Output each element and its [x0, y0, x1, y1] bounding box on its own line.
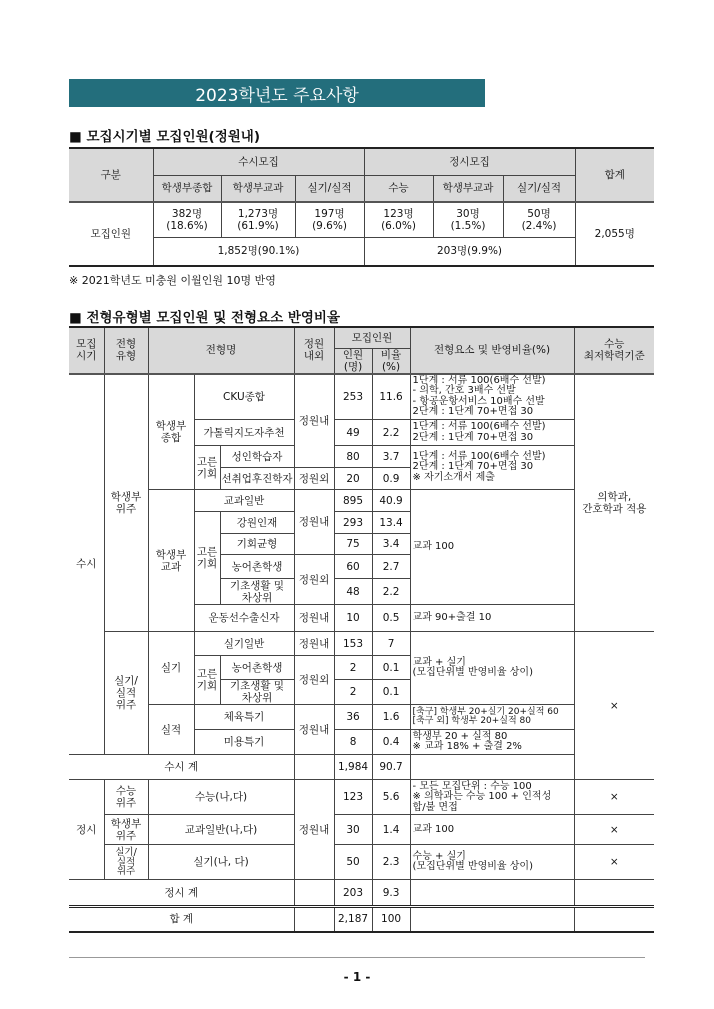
header-sub: 수능 [364, 175, 433, 202]
ratio: 2.3 [372, 845, 410, 880]
group-practical: 실기 [148, 632, 194, 705]
cell-value: 1,273명 (61.9%) [221, 202, 295, 237]
count: 75 [334, 534, 372, 555]
count: 293 [334, 512, 372, 534]
admission-name: 기회균형 [220, 534, 294, 555]
admission-name: 수능(나,다) [148, 780, 294, 815]
susi-total-label: 수시 계 [69, 755, 294, 780]
quota: 정원외 [294, 656, 334, 705]
table-row [69, 237, 654, 266]
group-performance: 실적 [148, 705, 194, 755]
header-period: 모집 시기 [69, 327, 104, 374]
cell-value: 30명 (1.5%) [433, 202, 503, 237]
admission-name: 실기(나, 다) [148, 845, 294, 880]
count: 36 [334, 705, 372, 730]
ratio: 0.4 [372, 730, 410, 755]
group-equal: 고른 기회 [194, 512, 220, 605]
quota: 정원외 [294, 468, 334, 490]
ratio: 2.2 [372, 579, 410, 605]
elements: 교과 + 실기 (모집단위별 반영비율 상이) [410, 632, 574, 705]
admission-name: 성인학습자 [220, 446, 294, 468]
header-csat: 수능 최저학력기준 [574, 327, 654, 374]
table-header-row [69, 175, 654, 202]
admission-name: 운동선수출신자 [194, 605, 294, 632]
group-equal: 고른 기회 [194, 656, 220, 705]
count: 49 [334, 420, 372, 446]
count: 80 [334, 446, 372, 468]
elements: 학생부 20 + 실적 80 ※ 교과 18% + 출결 2% [410, 730, 574, 755]
quota [294, 880, 334, 907]
elements: 1단계 : 서류 100(6배수 선발) - 의학, 간호 3배수 선발 - 항공운항서비스 10배수 선발 2단계 : 1단계 70+면접 30 [410, 374, 574, 420]
page-title: 2023학년도 주요사항 [69, 79, 485, 107]
quota: 정원내 [294, 705, 334, 755]
csat-criteria [574, 880, 654, 907]
header-susi: 수시모집 [153, 148, 364, 175]
admission-name: 강원인재 [220, 512, 294, 534]
table-row [69, 632, 654, 656]
count: 2 [334, 656, 372, 680]
count: 60 [334, 555, 372, 579]
table-header-row [69, 148, 654, 175]
ratio: 0.5 [372, 605, 410, 632]
header-sub: 학생부교과 [221, 175, 295, 202]
ratio: 11.6 [372, 374, 410, 420]
table-row [69, 374, 654, 420]
header-name: 전형명 [148, 327, 294, 374]
table-row [69, 705, 654, 730]
admission-name: 실기일반 [194, 632, 294, 656]
quota: 정원내 [294, 780, 334, 880]
count: 1,984 [334, 755, 372, 780]
period-jeongsi: 정시 [69, 780, 104, 880]
page-number: - 1 - [343, 970, 371, 984]
cell-value: 50명 (2.4%) [503, 202, 575, 237]
elements: [축구] 학생부 20+실기 20+실적 60 [축구 외] 학생부 20+실적 80 [410, 705, 574, 730]
header-quota: 정원 내외 [294, 327, 334, 374]
header-sub: 학생부종합 [153, 175, 221, 202]
table-row [69, 202, 654, 237]
admission-name: 농어촌학생 [220, 555, 294, 579]
elements: 1단계 : 서류 100(6배수 선발) 2단계 : 1단계 70+면접 30 ※ 자기소개서 제출 [410, 446, 574, 490]
ratio: 0.1 [372, 656, 410, 680]
jeongsi-total: 203명(9.9%) [364, 237, 575, 266]
type-hsb: 학생부 위주 [104, 815, 148, 845]
admission-name: 가톨릭지도자추천 [194, 420, 294, 446]
susi-total: 1,852명(90.1%) [153, 237, 364, 266]
ratio: 9.3 [372, 880, 410, 907]
csat-criteria: × [574, 815, 654, 845]
admission-name: 교과일반(나,다) [148, 815, 294, 845]
header-jeongsi: 정시모집 [364, 148, 575, 175]
elements: - 모든 모집단위 : 수능 100 ※ 의학과는 수능 100 + 인적성 합/불 면접 [410, 780, 574, 815]
admission-name: 기초생활 및 차상위 [220, 579, 294, 605]
type-hsb: 학생부 위주 [104, 374, 148, 632]
ratio: 7 [372, 632, 410, 656]
quota: 정원내 [294, 490, 334, 555]
ratio: 2.7 [372, 555, 410, 579]
header-elements: 전형요소 및 반영비율(%) [410, 327, 574, 374]
count: 895 [334, 490, 372, 512]
table-row [69, 490, 654, 512]
elements: 수능 + 실기 (모집단위별 반영비율 상이) [410, 845, 574, 880]
quota: 정원외 [294, 555, 334, 605]
header-count: 인원 (명) [334, 348, 372, 374]
type-practical: 실기/ 실적 위주 [104, 632, 148, 755]
admission-name: 체육특기 [194, 705, 294, 730]
ratio: 100 [372, 907, 410, 932]
grand-total: 2,055명 [575, 202, 654, 266]
carryover-note: ※ 2021학년도 미충원 이월인원 10명 반영 [69, 274, 276, 287]
elements: 교과 90+출결 10 [410, 605, 574, 632]
elements [410, 755, 574, 780]
group-equal: 고른 기회 [194, 446, 220, 490]
jeongsi-total-label: 정시 계 [69, 880, 294, 907]
group-hsb-comp: 학생부 종합 [148, 374, 194, 490]
elements [410, 880, 574, 907]
count: 2 [334, 680, 372, 705]
admission-name: CKU종합 [194, 374, 294, 420]
elements: 1단계 : 서류 100(6배수 선발) 2단계 : 1단계 70+면접 30 [410, 420, 574, 446]
admission-name: 선취업후진학자 [220, 468, 294, 490]
grand-total-row [69, 907, 654, 932]
row-label: 모집인원 [69, 202, 153, 266]
ratio: 0.9 [372, 468, 410, 490]
header-total: 합계 [575, 148, 654, 202]
csat-criteria: × [574, 632, 654, 780]
ratio: 3.7 [372, 446, 410, 468]
header-type: 전형 유형 [104, 327, 148, 374]
section-heading-admission-type: ■ 전형유형별 모집인원 및 전형요소 반영비율 [69, 310, 340, 326]
header-recruit: 모집인원 [334, 327, 410, 348]
elements [410, 907, 574, 932]
table-row [69, 845, 654, 880]
count: 203 [334, 880, 372, 907]
ratio: 13.4 [372, 512, 410, 534]
table-row [69, 815, 654, 845]
count: 10 [334, 605, 372, 632]
admission-name: 기초생활 및 차상위 [220, 680, 294, 705]
ratio: 1.6 [372, 705, 410, 730]
cell-value: 382명 (18.6%) [153, 202, 221, 237]
jeongsi-total-row [69, 880, 654, 907]
type-practical: 실기/ 실적 위주 [104, 845, 148, 880]
ratio: 2.2 [372, 420, 410, 446]
type-csat: 수능 위주 [104, 780, 148, 815]
cell-value: 197명 (9.6%) [295, 202, 364, 237]
admission-name: 미용특기 [194, 730, 294, 755]
count: 123 [334, 780, 372, 815]
elements: 교과 100 [410, 490, 574, 605]
count: 48 [334, 579, 372, 605]
quota: 정원내 [294, 632, 334, 656]
footer-divider [69, 957, 645, 958]
ratio: 40.9 [372, 490, 410, 512]
ratio: 3.4 [372, 534, 410, 555]
admission-name: 농어촌학생 [220, 656, 294, 680]
grand-total-label: 합 계 [69, 907, 294, 932]
ratio: 90.7 [372, 755, 410, 780]
ratio: 0.1 [372, 680, 410, 705]
count: 30 [334, 815, 372, 845]
count: 8 [334, 730, 372, 755]
table-row [69, 780, 654, 815]
admission-name: 교과일반 [194, 490, 294, 512]
count: 2,187 [334, 907, 372, 932]
admission-type-table [69, 326, 654, 933]
cell-value: 123명 (6.0%) [364, 202, 433, 237]
csat-criteria: 의학과, 간호학과 적용 [574, 374, 654, 632]
count: 253 [334, 374, 372, 420]
section-heading-recruitment-period: ■ 모집시기별 모집인원(정원내) [69, 129, 260, 145]
count: 153 [334, 632, 372, 656]
header-category: 구분 [69, 148, 153, 202]
header-sub: 실기/실적 [503, 175, 575, 202]
susi-total-row [69, 755, 654, 780]
csat-criteria: × [574, 780, 654, 815]
csat-criteria: × [574, 845, 654, 880]
header-sub: 실기/실적 [295, 175, 364, 202]
group-hsb-grade: 학생부 교과 [148, 490, 194, 632]
header-ratio: 비율 (%) [372, 348, 410, 374]
count: 50 [334, 845, 372, 880]
quota [294, 755, 334, 780]
table-header-row [69, 327, 654, 348]
recruitment-by-period-table [69, 147, 654, 267]
csat-criteria [574, 907, 654, 932]
ratio: 1.4 [372, 815, 410, 845]
period-susi: 수시 [69, 374, 104, 755]
header-sub: 학생부교과 [433, 175, 503, 202]
count: 20 [334, 468, 372, 490]
quota: 정원내 [294, 605, 334, 632]
ratio: 5.6 [372, 780, 410, 815]
elements: 교과 100 [410, 815, 574, 845]
quota [294, 907, 334, 932]
quota: 정원내 [294, 374, 334, 468]
